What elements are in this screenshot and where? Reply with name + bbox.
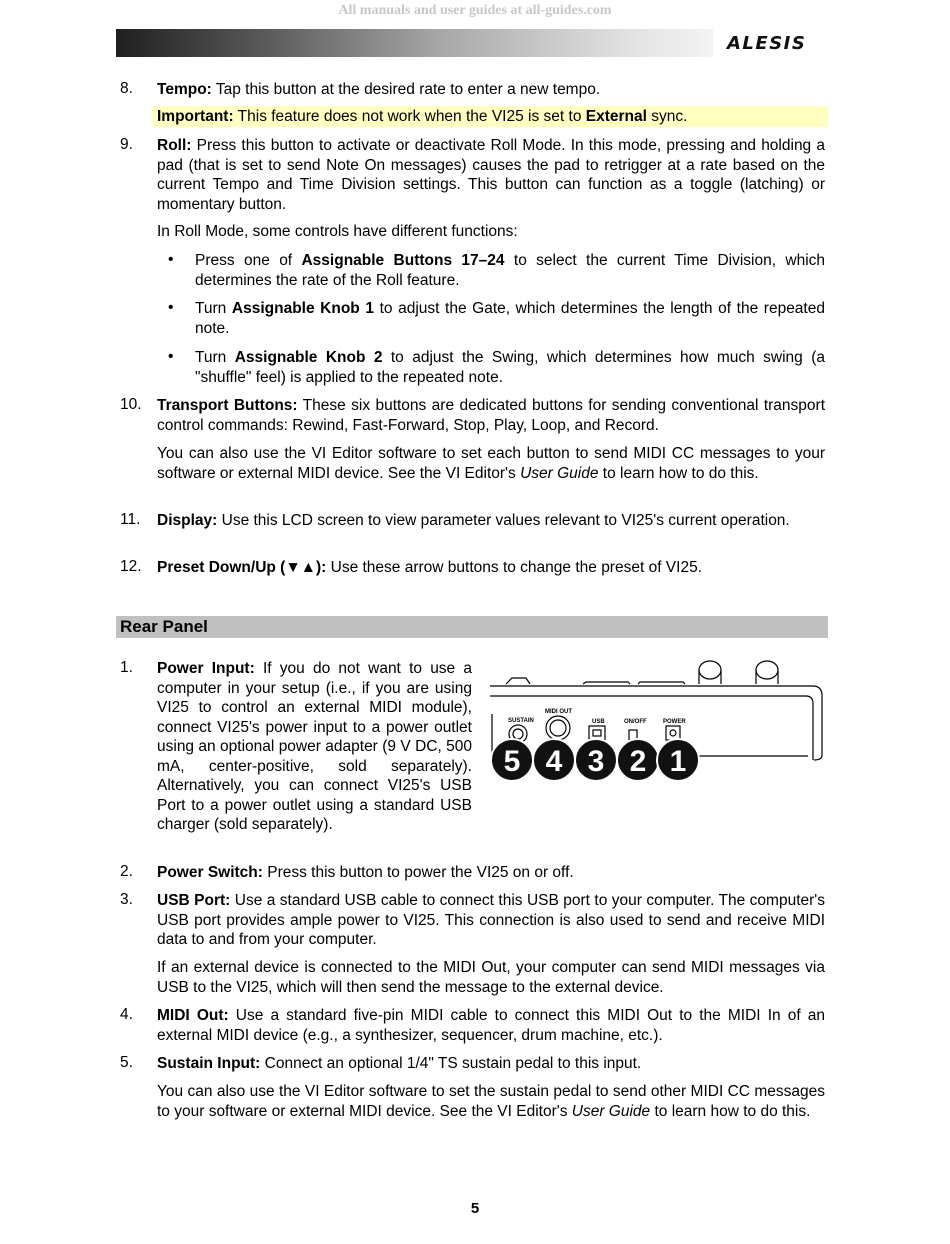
roll-mode-intro: In Roll Mode, some controls have different functions: — [157, 223, 518, 240]
item-sustain-note: You can also use the VI Editor software to set the sustain pedal to send other MIDI CC messages to your software or external MIDI device. See the VI Editor's User Guide to learn how to do this. — [157, 1083, 825, 1120]
bullet-icon: • — [168, 299, 174, 316]
item-transport: Transport Buttons: These six buttons are dedicated buttons for sending conventional transport control commands: Rewind, Fast-Forward, Stop, Play, Loop, and Record. — [157, 397, 825, 434]
item-number: 2. — [120, 863, 133, 880]
label-on-off: ON/OFF — [624, 719, 647, 725]
item-usb-port: USB Port: Use a standard USB cable to connect this USB port to your computer. The computer's USB port provides ample power to VI25. This connection is also used to send and receive MIDI data to and from your computer. — [157, 892, 825, 948]
watermark: All manuals and user guides at all-guides.com — [338, 3, 612, 18]
label-power: POWER — [663, 719, 686, 725]
item-display: Display: Use this LCD screen to view parameter values relevant to VI25's current operation. — [157, 512, 790, 529]
bullet-icon: • — [168, 348, 174, 365]
label-usb: USB — [592, 719, 605, 725]
bullet-icon: • — [168, 251, 174, 268]
bullet-item: Press one of Assignable Buttons 17–24 to select the current Time Division, which determines the rate of the Roll feature. — [195, 252, 826, 289]
item-number: 9. — [120, 136, 133, 153]
item-usb-note: If an external device is connected to the MIDI Out, your computer can send MIDI messages via USB to the VI25, which will then send the message to the external device. — [157, 959, 825, 996]
section-heading-rear-panel: Rear Panel — [116, 616, 828, 638]
label-sustain: SUSTAIN — [508, 718, 534, 724]
item-number: 5. — [120, 1054, 133, 1071]
item-number: 10. — [120, 396, 142, 413]
page-number: 5 — [470, 1200, 480, 1217]
header-gradient-bar — [116, 29, 713, 57]
brand-logo: ALESIS — [727, 33, 807, 54]
important-note: Important: This feature does not work when the VI25 is set to External sync. — [157, 108, 688, 125]
item-number: 3. — [120, 891, 133, 908]
item-number: 8. — [120, 80, 133, 97]
callout-4: 4 — [545, 745, 563, 778]
item-midi-out: MIDI Out: Use a standard five-pin MIDI cable to connect this MIDI Out to the MIDI In of an external MIDI device (e.g., a synthesizer, sequencer, drum machine, etc.). — [157, 1007, 825, 1044]
item-number: 12. — [120, 558, 142, 575]
item-number: 4. — [120, 1006, 133, 1023]
item-sustain-input: Sustain Input: Connect an optional 1/4" TS sustain pedal to this input. — [157, 1055, 642, 1072]
item-power-switch: Power Switch: Press this button to power the VI25 on or off. — [157, 864, 574, 881]
callout-2: 2 — [629, 745, 647, 778]
item-number: 11. — [120, 511, 141, 528]
item-transport-note: You can also use the VI Editor software to set each button to send MIDI CC messages to your software or external MIDI device. See the VI Editor's User Guide to learn how to do this. — [157, 445, 825, 482]
rear-panel-illustration — [488, 656, 828, 786]
item-roll: Roll: Press this button to activate or deactivate Roll Mode. In this mode, pressing and holding a pad (that is set to send Note On messages) causes the pad to retrigger at a rate based on the current Tempo and Time Division settings. This button can function as a toggle (latching) or momentary button. — [157, 137, 825, 213]
item-preset: Preset Down/Up (▼▲): Use these arrow buttons to change the preset of VI25. — [157, 559, 702, 576]
item-tempo: Tempo: Tap this button at the desired rate to enter a new tempo. — [157, 81, 601, 98]
item-number: 1. — [120, 659, 133, 676]
rear-panel-diagram — [488, 656, 828, 786]
callout-3: 3 — [587, 745, 605, 778]
callout-5: 5 — [503, 745, 521, 778]
bullet-item: Turn Assignable Knob 2 to adjust the Swing, which determines how much swing (a "shuffle" feel) is applied to the repeated note. — [195, 349, 825, 386]
item-power-input: Power Input: If you do not want to use a computer in your setup (i.e., if you are using VI25 to control an external MIDI module), connect VI25's power input to a power outlet using an optional power adapter (9 V DC, 500 mA, center-positive, sold separately). Alternatively, you can connect VI25's USB Port to a power outlet using a standard USB charger (sold separately). — [157, 660, 472, 833]
bullet-item: Turn Assignable Knob 1 to adjust the Gate, which determines the length of the repeated note. — [195, 300, 825, 337]
callout-1: 1 — [669, 745, 687, 778]
label-midi-out: MIDI OUT — [545, 709, 572, 715]
